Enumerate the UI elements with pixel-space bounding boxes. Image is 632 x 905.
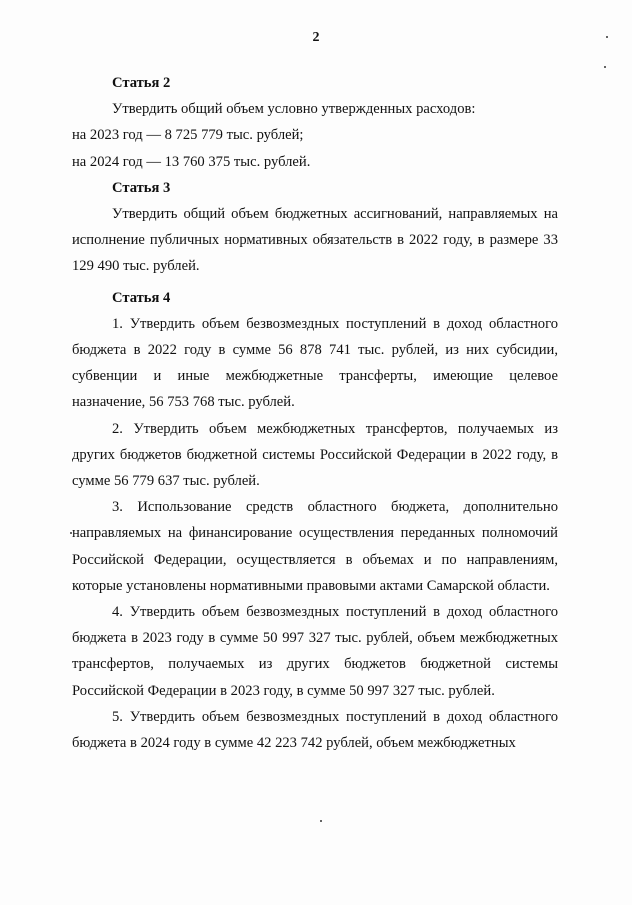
article-4-paragraph-3: 3. Использование средств областного бюджета, дополнительно направляемых на финансирование осуществления переданных полномочий Российской Федерации, осуществляется в объемах и по направлениям, которые установлены нормативными правовыми актами Самарской области.: [72, 499, 558, 594]
article-3-text: Утвердить общий объем бюджетных ассигнований, направляемых на исполнение публичных нормативных обязательств в 2022 году, в размере 33 129 490 тыс. рублей.: [72, 206, 558, 275]
article-3-heading: Статья 3: [112, 179, 171, 196]
scan-speck: [606, 36, 608, 38]
page-number: 2: [312, 30, 320, 45]
article-3: [72, 175, 558, 280]
article-2: [72, 70, 558, 175]
article-2-line-2024: на 2024 год — 13 760 375 тыс. рублей.: [72, 153, 311, 170]
scan-speck: [320, 820, 322, 822]
article-4-paragraph-1: 1. Утвердить объем безвозмездных поступлений в доход областного бюджета в 2022 году в сумме 56 878 741 тыс. рублей, из них субсидии, субвенции и иные межбюджетные трансферты, имеющие целевое назначение, 56 753 768 тыс. рублей.: [72, 315, 558, 411]
article-4-paragraph-5: 5. Утвердить объем безвозмездных поступлений в доход областного бюджета в 2024 году в сумме 42 223 742 рублей, объем межбюджетных: [72, 708, 558, 752]
article-4: [72, 285, 558, 757]
document-body: [72, 70, 558, 756]
article-4-heading: Статья 4: [112, 289, 171, 306]
article-4-paragraph-2: 2. Утвердить объем межбюджетных трансфертов, получаемых из других бюджетов бюджетной системы Российской Федерации в 2022 году, в сумме 56 779 637 тыс. рублей.: [72, 420, 558, 490]
article-2-line-2023: на 2023 год — 8 725 779 тыс. рублей;: [72, 127, 304, 144]
article-2-intro: Утвердить общий объем условно утвержденных расходов:: [112, 101, 476, 118]
article-2-heading: Статья 2: [112, 75, 171, 91]
article-4-paragraph-4: 4. Утвердить объем безвозмездных поступлений в доход областного бюджета в 2023 году в сумме 50 997 327 тыс. рублей, объем межбюджетных трансфертов, получаемых из других бюджетов бюджетной системы Российской Федерации в 2023 году, в сумме 50 997 327 тыс. рублей.: [72, 604, 558, 699]
scan-speck: [604, 66, 606, 68]
